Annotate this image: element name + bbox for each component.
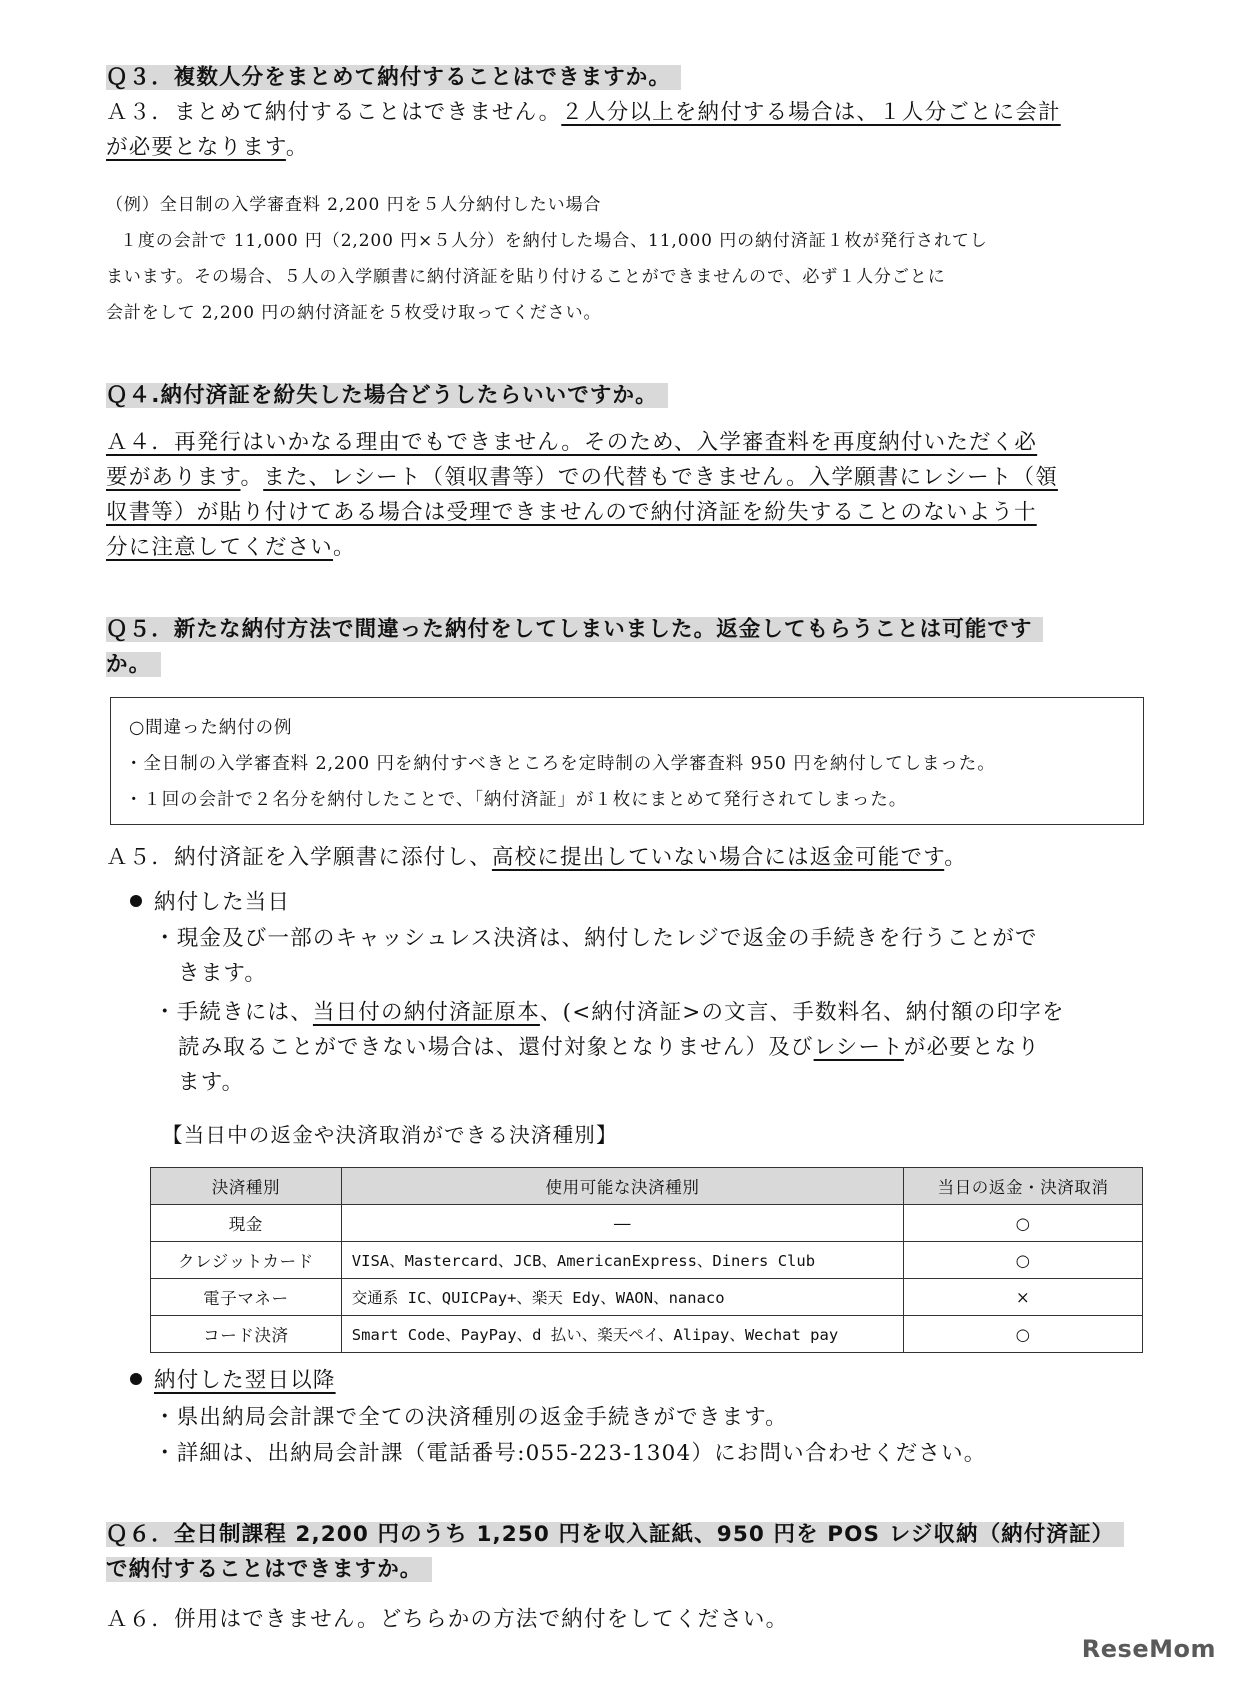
- q3-example-line-1: １度の会計で 11,000 円（2,200 円×５人分）を納付した場合、11,000 円の納付済証１枚が発行されてし: [120, 231, 988, 251]
- table-row: [151, 1279, 1143, 1316]
- table-header-cell: 決済種別: [151, 1168, 342, 1205]
- table-cell: コード決済: [151, 1316, 342, 1353]
- payment-types-table: [150, 1167, 1143, 1353]
- table-header-cell: 当日の返金・決済取消: [904, 1168, 1143, 1205]
- table-header-row: [151, 1168, 1143, 1205]
- table-cell: ×: [904, 1279, 1143, 1316]
- table-cell: 交通系 IC、QUICPay+、楽天 Edy、WAON、nanaco: [341, 1279, 903, 1316]
- table-row: [151, 1242, 1143, 1279]
- bullet-next-day: 納付した翌日以降: [130, 1363, 336, 1398]
- box-item-1: ・全日制の入学審査料 2,200 円を納付すべきところを定時制の入学審査料 950 円を納付してしまった。: [125, 754, 996, 774]
- q3-question: Ｑ３．複数人分をまとめて納付することはできますか。: [106, 60, 681, 95]
- q6-answer: Ａ６．併用はできません。どちらかの方法で納付をしてください。: [106, 1607, 789, 1632]
- same-day-item-2: ・手続きには、当日付の納付済証原本、(<納付済証>の文言、手数料名、納付額の印字を 読み取ることができない場合は、還付対象となりません）及びレシートが必要となり ます。: [154, 1000, 1065, 1095]
- q3-answer: Ａ３．まとめて納付することはできません。２人分以上を納付する場合は、１人分ごとに会計 が必要となります。: [106, 100, 1061, 160]
- q5-example-box: [110, 697, 1144, 825]
- table-title: 【当日中の返金や決済取消ができる決済種別】: [162, 1123, 618, 1147]
- q5-answer: Ａ５．納付済証を入学願書に添付し、高校に提出していない場合には返金可能です。: [106, 845, 967, 870]
- resemom-watermark-logo: ReseMom: [1081, 1635, 1216, 1663]
- q6-question: Ｑ６．全日制課程 2,200 円のうち 1,250 円を収入証紙、950 円を POS レジ収納（納付済証） で納付することはできますか。: [106, 1517, 1124, 1587]
- table-header-cell: 使用可能な決済種別: [341, 1168, 903, 1205]
- q4-question: Ｑ４.納付済証を紛失した場合どうしたらいいですか。: [106, 378, 668, 413]
- same-day-item-1: ・現金及び一部のキャッシュレス決済は、納付したレジで返金の手続きを行うことがで きます。: [154, 926, 1038, 986]
- box-title: ○間違った納付の例: [129, 718, 293, 738]
- bullet-same-day: 納付した当日: [130, 885, 290, 920]
- table-cell: クレジットカード: [151, 1242, 342, 1279]
- table-cell: ○: [904, 1242, 1143, 1279]
- table-cell: 現金: [151, 1205, 342, 1242]
- q4-answer: Ａ４．再発行はいかなる理由でもできません。そのため、入学審査料を再度納付いただく必 要があります。また、レシート（領収書等）での代替もできません。入学願書にレシート（領 収書等）が貼り付けてある場合は受理できませんので納付済証を紛失することのないよう十 分に注意してください。: [106, 430, 1058, 560]
- next-day-item-2: ・詳細は、出納局会計課（電話番号:055-223-1304）にお問い合わせください。: [154, 1441, 987, 1466]
- table-cell: ―: [341, 1205, 903, 1242]
- q3-example-line-3: 会計をして 2,200 円の納付済証を５枚受け取ってください。: [106, 303, 602, 323]
- table-row: [151, 1316, 1143, 1353]
- bullet-dot-icon: [130, 895, 142, 907]
- q5-question: Ｑ５．新たな納付方法で間違った納付をしてしまいました。返金してもらうことは可能です か。: [106, 612, 1043, 682]
- table-cell: 電子マネー: [151, 1279, 342, 1316]
- q3-example-title: （例）全日制の入学審査料 2,200 円を５人分納付したい場合: [106, 195, 602, 215]
- next-day-item-1: ・県出納局会計課で全ての決済種別の返金手続きができます。: [154, 1405, 788, 1430]
- box-item-2: ・１回の会計で２名分を納付したことで、「納付済証」が１枚にまとめて発行されてしまった。: [125, 790, 908, 810]
- table-row: [151, 1205, 1143, 1242]
- table-cell: ○: [904, 1205, 1143, 1242]
- table-cell: Smart Code、PayPay、d 払い、楽天ペイ、Alipay、Wechat pay: [341, 1316, 903, 1353]
- q3-example-line-2: まいます。その場合、５人の入学願書に納付済証を貼り付けることができませんので、必ず１人分ごとに: [106, 267, 946, 287]
- table-cell: VISA、Mastercard、JCB、AmericanExpress、Diners Club: [341, 1242, 903, 1279]
- table-cell: ○: [904, 1316, 1143, 1353]
- bullet-dot-icon: [130, 1373, 142, 1385]
